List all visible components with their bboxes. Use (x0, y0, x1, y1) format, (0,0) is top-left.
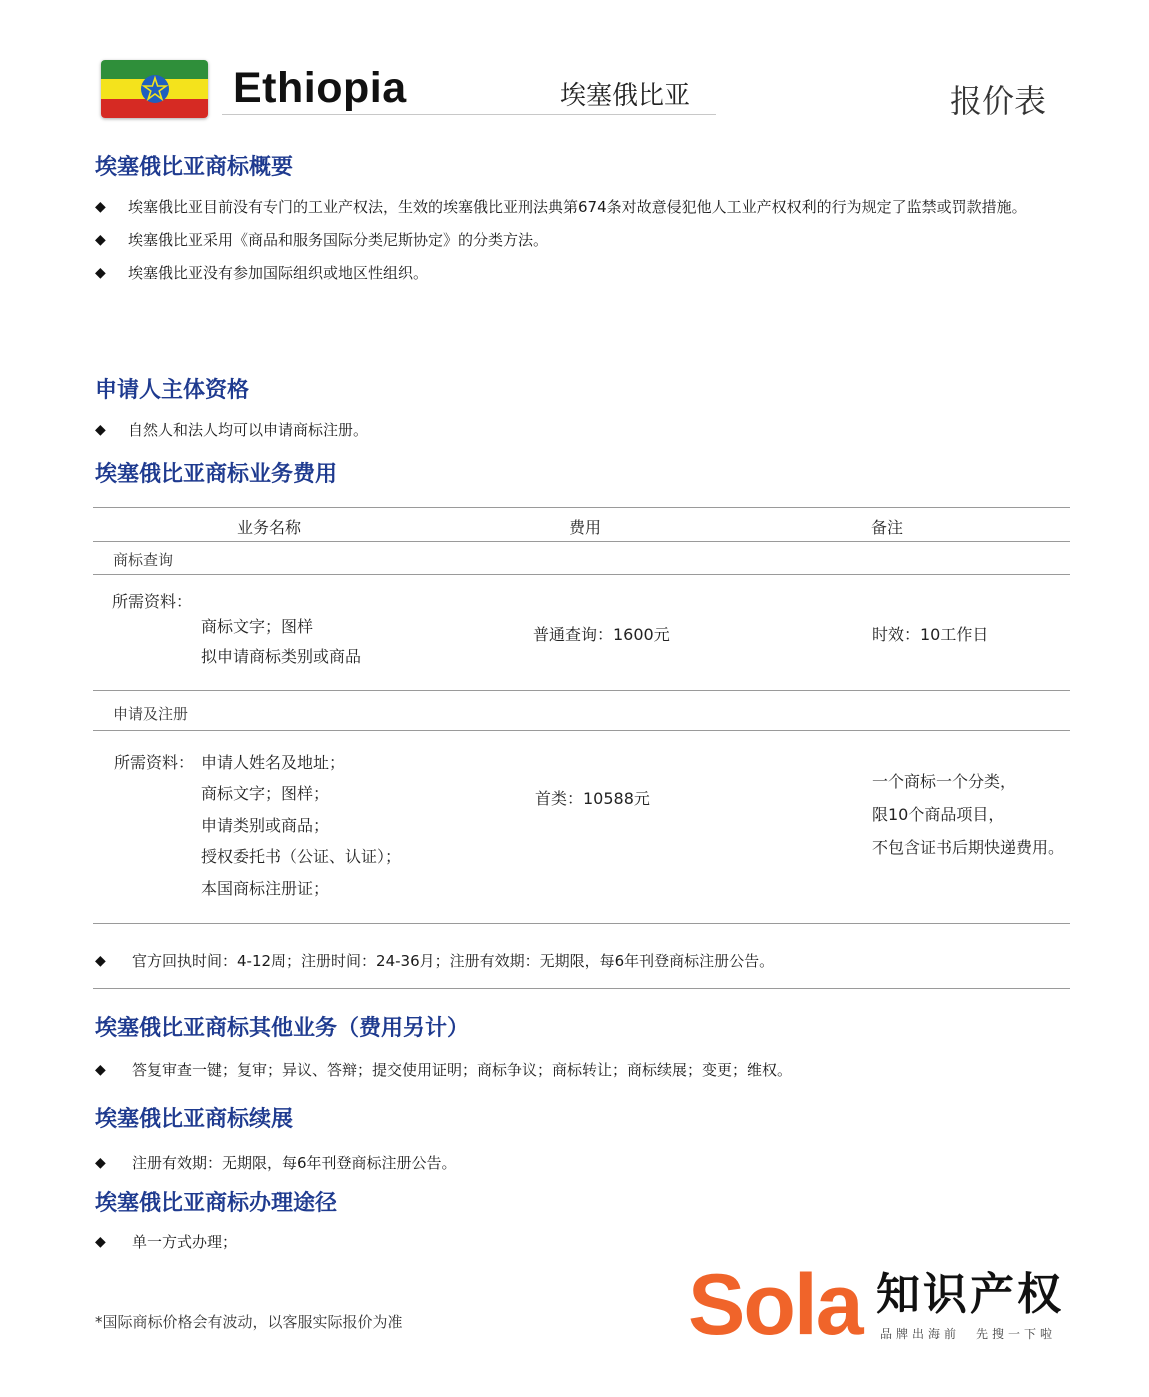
remark-registration: 限10个商品项目， (872, 805, 1005, 824)
material-item: 申请类别或商品； (201, 816, 330, 835)
remark-registration: 不包含证书后期快递费用。 (872, 838, 1065, 857)
bullet-diamond-icon: ◆ (95, 231, 106, 248)
bullet-diamond-icon: ◆ (95, 198, 106, 215)
material-item: 商标文字；图样 (201, 617, 314, 636)
table-rule (93, 690, 1070, 691)
fee-search: 普通查询：1600元 (533, 625, 670, 644)
list-item: ◆ 埃塞俄比亚采用《商品和服务国际分类尼斯协定》的分类方法。 (95, 231, 549, 249)
remark-search: 时效：10工作日 (872, 625, 989, 644)
doc-type-title: 报价表 (950, 82, 1047, 120)
row-title-search: 商标查询 (113, 551, 174, 569)
section-heading-channel: 埃塞俄比亚商标办理途径 (95, 1191, 338, 1216)
material-item: 商标文字；图样； (201, 784, 330, 803)
list-item: ◆ 注册有效期：无期限，每6年刊登商标注册公告。 (95, 1154, 457, 1172)
row-title-registration: 申请及注册 (113, 705, 189, 723)
section-rule (93, 988, 1070, 989)
list-item: ◆ 单一方式办理； (95, 1233, 238, 1251)
ethiopia-flag (101, 60, 208, 118)
column-header-fee: 费用 (569, 518, 602, 537)
bullet-diamond-icon: ◆ (95, 952, 106, 969)
list-item: ◆ 自然人和法人均可以申请商标注册。 (95, 421, 369, 439)
section-heading-renewal: 埃塞俄比亚商标续展 (95, 1107, 294, 1132)
materials-label: 所需资料： (112, 592, 193, 611)
flag-emblem-icon (140, 74, 170, 104)
remark-registration: 一个商标一个分类， (872, 772, 1017, 791)
column-header-service: 业务名称 (237, 518, 302, 537)
table-bottom-rule (93, 923, 1070, 924)
price-disclaimer: *国际商标价格会有波动，以客服实际报价为准 (95, 1313, 403, 1331)
bullet-diamond-icon: ◆ (95, 1061, 106, 1078)
table-rule (93, 574, 1070, 575)
country-name-en: Ethiopia (233, 64, 407, 112)
country-name-cn: 埃塞俄比亚 (560, 81, 691, 111)
list-item: ◆ 埃塞俄比亚没有参加国际组织或地区性组织。 (95, 264, 429, 282)
list-item: ◆ 埃塞俄比亚目前没有专门的工业产权法，生效的埃塞俄比亚刑法典第674条对故意侵犯他人工业产权权利的行为规定了监禁或罚款措施。 (95, 198, 1027, 216)
table-top-rule (93, 507, 1070, 508)
section-heading-applicant: 申请人主体资格 (95, 378, 250, 403)
list-item: ◆ 官方回执时间：4-12周；注册时间：24-36月；注册有效期：无期限，每6年刊登商标注册公告。 (95, 952, 775, 970)
list-item: ◆ 答复审查一键；复审；异议、答辩；提交使用证明；商标争议；商标转让；商标续展；变更；维权。 (95, 1061, 793, 1079)
material-item: 授权委托书（公证、认证）； (201, 847, 402, 866)
bullet-diamond-icon: ◆ (95, 421, 106, 438)
section-heading-fees: 埃塞俄比亚商标业务费用 (95, 462, 338, 487)
material-item: 申请人姓名及地址； (201, 753, 346, 772)
header-divider (222, 114, 716, 115)
section-heading-other: 埃塞俄比亚商标其他业务（费用另计） (95, 1016, 470, 1041)
materials-label: 所需资料： (114, 753, 195, 772)
section-heading-overview: 埃塞俄比亚商标概要 (95, 155, 294, 180)
brand-logo: Sola (688, 1257, 862, 1353)
bullet-diamond-icon: ◆ (95, 1154, 106, 1171)
bullet-diamond-icon: ◆ (95, 264, 106, 281)
fee-registration: 首类：10588元 (535, 789, 650, 808)
table-header-rule (93, 541, 1070, 542)
material-item: 本国商标注册证； (201, 879, 330, 898)
column-header-remark: 备注 (871, 518, 904, 537)
material-item: 拟申请商标类别或商品 (201, 647, 362, 666)
brand-tagline: 品牌出海前 先搜一下啦 (880, 1327, 1057, 1341)
bullet-diamond-icon: ◆ (95, 1233, 106, 1250)
brand-logo-cn: 知识产权 (876, 1269, 1064, 1320)
table-rule (93, 730, 1070, 731)
